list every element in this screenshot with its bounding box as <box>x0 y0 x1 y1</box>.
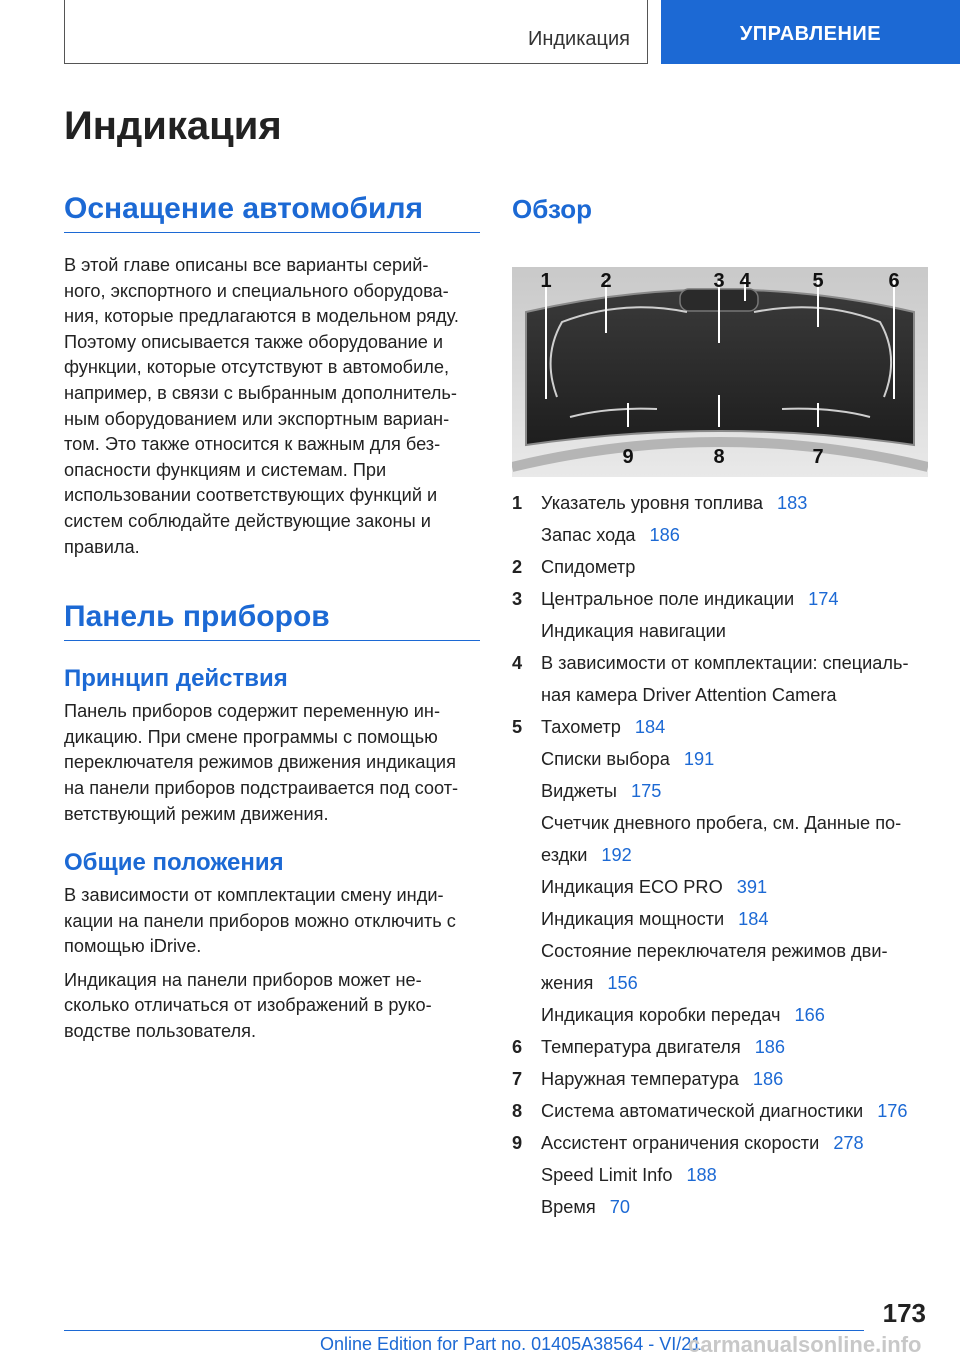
text-line: переключателя режимов движения индикация <box>64 752 456 773</box>
legend-row <box>512 875 928 901</box>
footer-rule <box>64 1330 864 1331</box>
paragraph-general-2 <box>64 968 480 1045</box>
legend-row <box>512 811 928 837</box>
legend-row <box>512 651 928 677</box>
legend-row <box>512 939 928 965</box>
legend-row <box>512 1067 928 1093</box>
legend-text <box>541 971 928 997</box>
text-line: В зависимости от комплектации смену инди- <box>64 885 444 906</box>
legend-row <box>512 747 928 773</box>
legend-text <box>541 1099 928 1125</box>
legend-row <box>512 1099 928 1125</box>
legend-list <box>512 491 928 1220</box>
text-line: использовании соответствующих функций и <box>64 485 438 506</box>
legend-label: Система автоматической диагностики <box>541 1100 864 1121</box>
legend-row <box>512 491 928 517</box>
legend-text <box>541 1163 928 1189</box>
text-line: Поэтому описывается также оборудование и <box>64 331 444 352</box>
legend-row <box>512 843 928 869</box>
text-line: ного, экспортного и специального оборудова- <box>64 280 449 301</box>
legend-row <box>512 523 928 549</box>
text-line: водстве пользователя. <box>64 1021 257 1042</box>
page-reference-link[interactable]: 156 <box>607 972 638 993</box>
legend-number: 8 <box>512 1100 523 1121</box>
page-reference-link[interactable]: 176 <box>877 1100 908 1121</box>
legend-label: ездки <box>541 844 588 865</box>
legend-label: Счетчик дневного пробега, см. Данные по- <box>541 812 902 833</box>
legend-label: Указатель уровня топлива <box>541 493 763 513</box>
figure-label-4: 4 <box>739 270 751 292</box>
paragraph-general-1 <box>64 883 480 960</box>
figure-label-3: 3 <box>713 270 725 292</box>
legend-row <box>512 1195 928 1221</box>
legend-label: Индикация ECO PRO <box>541 876 723 897</box>
instrument-cluster-figure <box>512 267 928 477</box>
text-line: Панель приборов содержит переменную ин- <box>64 701 440 722</box>
legend-label: Индикация навигации <box>541 620 726 641</box>
legend-number <box>512 875 541 901</box>
legend-row <box>512 715 928 741</box>
page-reference-link[interactable]: 186 <box>754 1036 786 1057</box>
page-reference-link[interactable]: 188 <box>686 1164 717 1185</box>
legend-text <box>541 1035 928 1061</box>
legend-number <box>512 971 541 997</box>
text-line: ветствующий режим движения. <box>64 803 329 824</box>
legend-text <box>541 1067 928 1093</box>
legend-number <box>512 523 541 549</box>
legend-label: Виджеты <box>541 780 617 801</box>
page-reference-link[interactable]: 192 <box>601 844 632 865</box>
page-reference-link[interactable]: 166 <box>794 1004 825 1025</box>
figure-label-8: 8 <box>713 446 725 468</box>
legend-label: ная камера Driver Attention Camera <box>541 684 837 705</box>
text-line: кации на панели приборов можно отключить с <box>64 910 456 931</box>
heading-general: Общие положения <box>64 849 284 877</box>
legend-label: Центральное поле индикации <box>541 588 795 609</box>
header-section-title: Индикация <box>527 28 630 50</box>
text-line: ния, которые предлагаются в модельном ряду. <box>64 306 459 327</box>
legend-row <box>512 1163 928 1189</box>
legend-label: Время <box>541 1196 596 1217</box>
text-line: В этой главе описаны все варианты серий- <box>64 255 429 275</box>
legend-text <box>541 1003 928 1029</box>
legend-text <box>541 779 928 805</box>
legend-number <box>512 907 541 933</box>
footer-edition: Online Edition for Part no. 01405A38564 - VI/21 <box>320 1334 702 1354</box>
legend-number: 3 <box>512 588 523 609</box>
legend-text <box>541 875 928 901</box>
figure-label-1: 1 <box>540 270 552 292</box>
legend-label: Индикация коробки передач <box>541 1004 781 1025</box>
page-reference-link[interactable]: 174 <box>808 588 839 609</box>
legend-text <box>541 683 928 709</box>
page-title: Индикация <box>64 104 282 148</box>
text-line: помощью iDrive. <box>64 936 202 957</box>
legend-row <box>512 779 928 805</box>
legend-text <box>541 1131 928 1157</box>
legend-row <box>512 587 928 613</box>
legend-label: жения <box>541 972 594 993</box>
page-reference-link[interactable]: 175 <box>630 780 662 801</box>
legend-text <box>541 1195 928 1221</box>
legend-number <box>512 1195 541 1221</box>
legend-label: Температура двигателя <box>541 1036 741 1057</box>
page-reference-link[interactable]: 70 <box>609 1196 630 1217</box>
page-reference-link[interactable]: 184 <box>634 716 666 737</box>
legend-row <box>512 1131 928 1157</box>
legend-label: Состояние переключателя режимов дви- <box>541 940 888 961</box>
legend-number: 9 <box>512 1132 523 1153</box>
heading-instrument-panel: Панель приборов <box>64 600 480 641</box>
legend-label: Ассистент ограничения скорости <box>541 1132 820 1153</box>
legend-label: Наружная температура <box>541 1068 739 1089</box>
legend-text <box>541 555 928 581</box>
page-number: 173 <box>882 1298 926 1328</box>
legend-number: 6 <box>512 1036 523 1057</box>
legend-text <box>541 651 928 677</box>
right-column <box>512 192 928 1227</box>
left-column <box>64 192 480 1045</box>
legend-number <box>512 811 541 837</box>
text-line: ным оборудованием или экспортным вариан- <box>64 408 450 429</box>
legend-label: В зависимости от комплектации: специаль- <box>541 652 909 673</box>
paragraph-principle <box>64 699 480 827</box>
legend-text <box>541 587 928 613</box>
text-line: сколько отличаться от изображений в руко- <box>64 995 432 1016</box>
legend-number <box>512 1003 541 1029</box>
legend-text <box>541 843 928 869</box>
legend-label: Speed Limit Info <box>541 1164 673 1185</box>
legend-number <box>512 1163 541 1189</box>
legend-row <box>512 1035 928 1061</box>
page-reference-link[interactable]: 278 <box>833 1132 864 1153</box>
figure-label-5: 5 <box>812 270 824 292</box>
legend-number: 7 <box>512 1068 523 1089</box>
legend-row <box>512 907 928 933</box>
heading-principle: Принцип действия <box>64 665 288 693</box>
legend-number: 2 <box>512 556 523 577</box>
legend-text <box>541 523 928 549</box>
text-line: Индикация на панели приборов может не- <box>64 969 422 990</box>
text-line: на панели приборов подстраивается под соот- <box>64 777 459 798</box>
legend-number <box>512 843 541 869</box>
legend-number: 4 <box>512 652 523 673</box>
page-reference-link[interactable]: 184 <box>738 908 769 929</box>
legend-text <box>541 939 928 965</box>
figure-label-2: 2 <box>600 270 612 292</box>
legend-text <box>541 619 928 645</box>
legend-number <box>512 683 541 709</box>
page-reference-link[interactable]: 391 <box>736 876 768 897</box>
text-line: систем соблюдайте действующие законы и <box>64 510 431 531</box>
legend-number: 5 <box>512 716 523 737</box>
page-reference-link[interactable]: 186 <box>649 524 680 545</box>
text-line: правила. <box>64 536 140 557</box>
legend-label: Тахометр <box>541 716 621 737</box>
text-line: например, в связи с выбранным дополнитель- <box>64 382 457 403</box>
text-line: дикацию. При смене программы с помощью <box>64 726 438 747</box>
legend-row <box>512 971 928 997</box>
heading-equipment: Оснащение автомобиля <box>64 192 480 233</box>
header-chapter-tab[interactable]: УПРАВЛЕНИЕ <box>661 0 960 64</box>
legend-row <box>512 1003 928 1029</box>
legend-text <box>541 747 928 773</box>
legend-label: Индикация мощности <box>541 908 725 929</box>
text-line: функции, которые отсутствуют в автомобиле, <box>64 357 450 378</box>
legend-row <box>512 555 928 581</box>
legend-row <box>512 619 928 645</box>
legend-number <box>512 939 541 965</box>
legend-text <box>541 491 928 517</box>
watermark: carmanualsonline.info <box>688 1332 922 1357</box>
legend-label: Запас хода <box>541 524 636 545</box>
legend-text <box>541 811 928 837</box>
legend-row <box>512 683 928 709</box>
legend-number <box>512 619 541 645</box>
instrument-cluster-illustration <box>512 267 928 477</box>
legend-label: Спидометр <box>541 556 636 577</box>
paragraph-equipment <box>64 253 480 560</box>
page-reference-link[interactable]: 186 <box>752 1068 784 1089</box>
legend-number <box>512 779 541 805</box>
legend-number <box>512 747 541 773</box>
page-reference-link[interactable]: 183 <box>777 493 808 513</box>
text-line: опасности функциям и системам. При <box>64 459 387 480</box>
heading-overview: Обзор <box>512 194 592 224</box>
legend-text <box>541 715 928 741</box>
figure-label-6: 6 <box>888 270 900 292</box>
legend-number: 1 <box>512 493 523 513</box>
figure-label-7: 7 <box>812 446 824 468</box>
text-line: том. Это также относится к важным для без- <box>64 434 441 455</box>
legend-text <box>541 907 928 933</box>
page-reference-link[interactable]: 191 <box>683 748 715 769</box>
figure-label-9: 9 <box>622 446 634 468</box>
legend-label: Списки выбора <box>541 748 670 769</box>
